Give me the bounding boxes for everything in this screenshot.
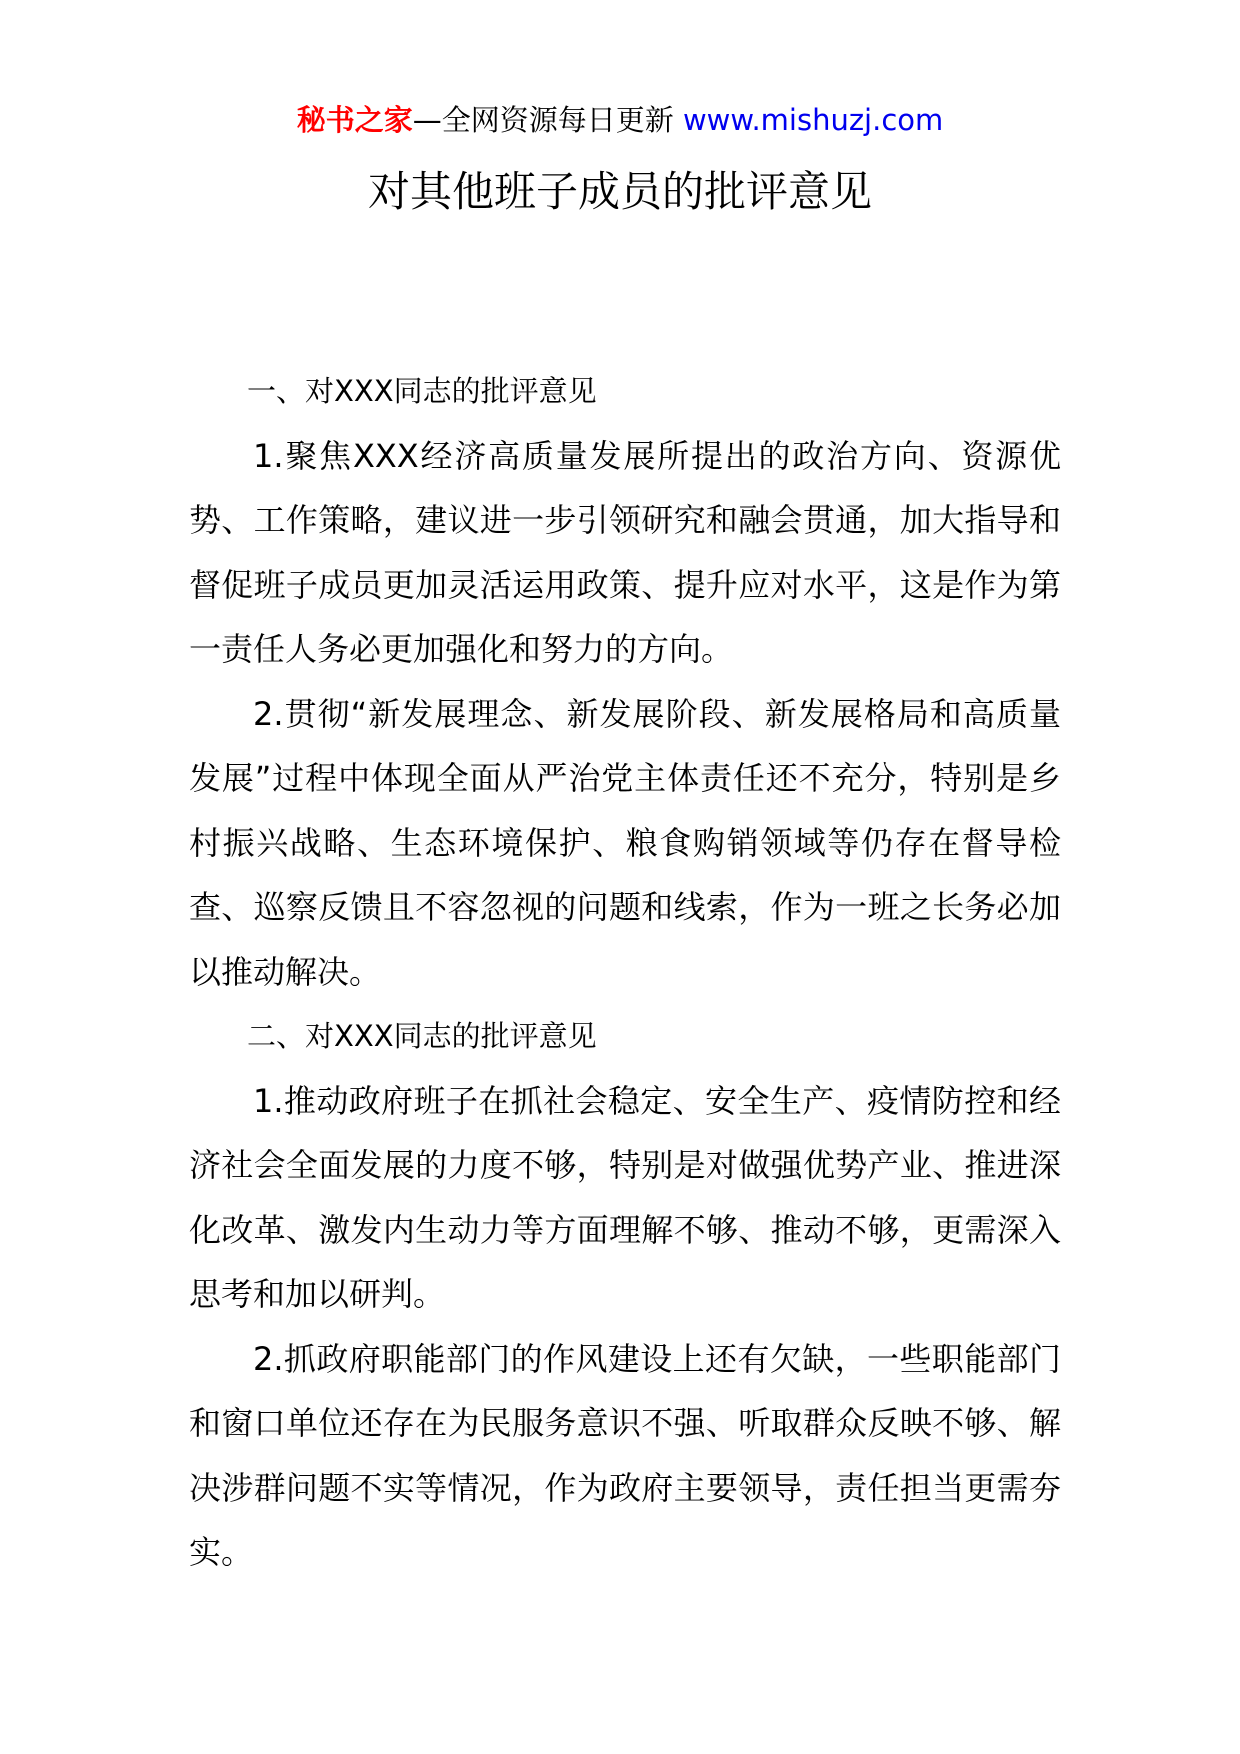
section-heading: 一、对XXX同志的批评意见 <box>247 374 597 408</box>
paragraph: 1.聚焦XXX经济高质量发展所提出的政治方向、资源优势、工作策略，建议进一步引领研究和融会贯通，加大指导和督促班子成员更加灵活运用政策、提升应对水平，这是作为第一责任人务必更加强化和努力的方向。 <box>189 436 1061 668</box>
site-header <box>0 100 1240 140</box>
document-body <box>189 359 1061 1585</box>
brand-name: 秘书之家 <box>296 103 413 137</box>
site-url-link[interactable]: www.mishuzj.com <box>682 103 944 137</box>
paragraph: 2.贯彻“新发展理念、新发展阶段、新发展格局和高质量发展”过程中体现全面从严治党主体责任还不充分，特别是乡村振兴战略、生态环境保护、粮食购销领域等仍存在督导检查、巡察反馈且不容忽视的问题和线索，作为一班之长务必加以推动解决。 <box>189 694 1061 991</box>
paragraph: 2.抓政府职能部门的作风建设上还有欠缺，一些职能部门和窗口单位还存在为民服务意识不强、听取群众反映不够、解决涉群问题不实等情况，作为政府主要领导，责任担当更需夯实。 <box>189 1339 1061 1571</box>
header-tagline: —全网资源每日更新 <box>412 103 674 137</box>
paragraph: 1.推动政府班子在抓社会稳定、安全生产、疫情防控和经济社会全面发展的力度不够，特别是对做强优势产业、推进深化改革、激发内生动力等方面理解不够、推动不够，更需深入思考和加以研判。 <box>189 1081 1061 1313</box>
section-heading: 二、对XXX同志的批评意见 <box>247 1019 597 1053</box>
document-title: 对其他班子成员的批评意见 <box>367 167 872 216</box>
